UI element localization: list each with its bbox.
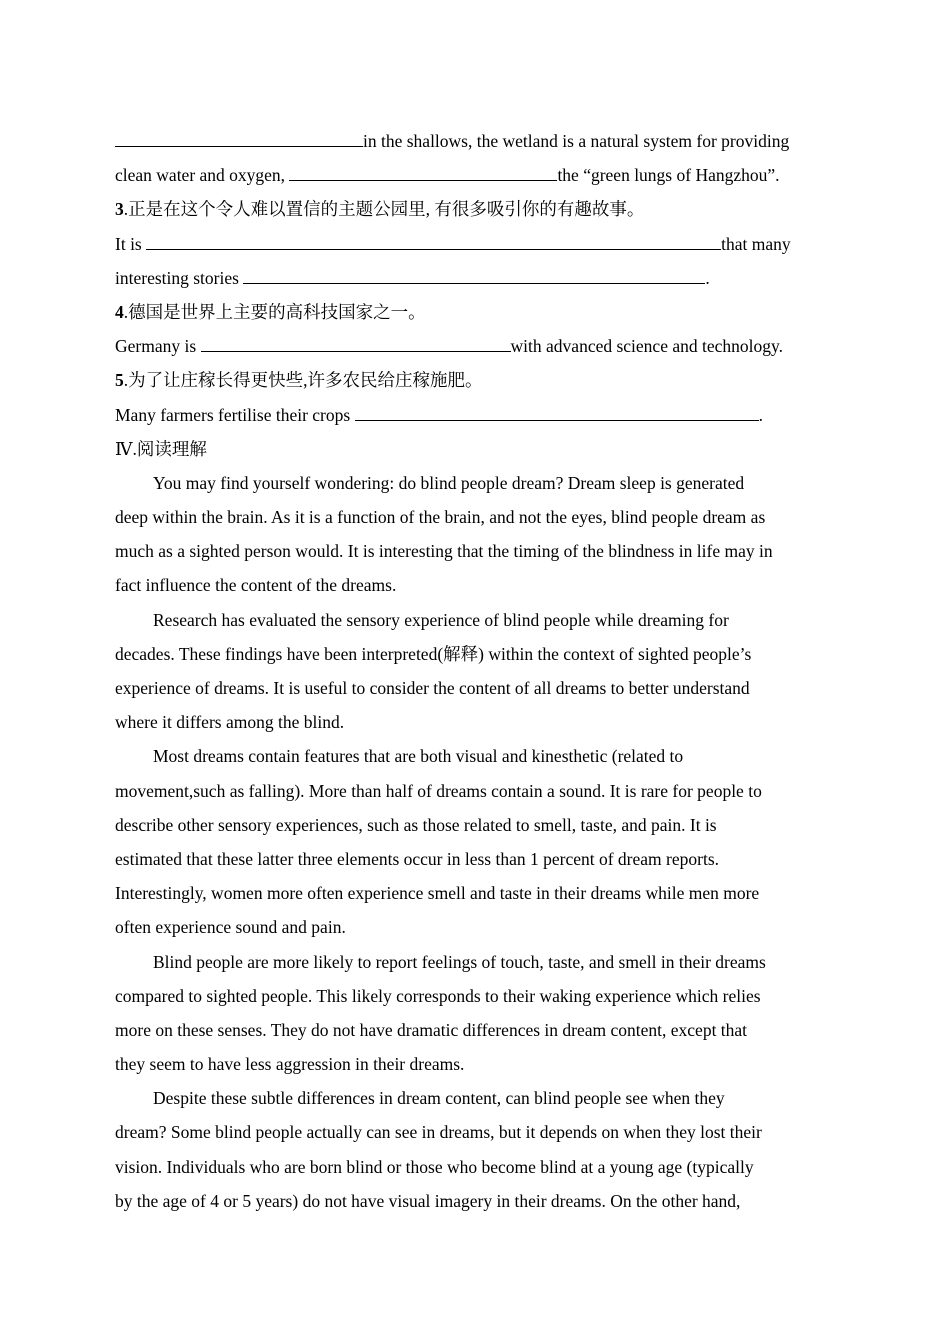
text-line: more on these senses. They do not have dramatic differences in dream content, except that <box>115 1019 748 1040</box>
text-line: You may find yourself wondering: do blind people dream? Dream sleep is generated <box>153 472 745 493</box>
item-3-line-1 <box>115 227 837 261</box>
item-prompt-chinese: .为了让庄稼长得更快些,许多农民给庄稼施肥。 <box>123 370 483 391</box>
item-text: that many <box>721 233 791 254</box>
item-prompt-chinese: .正是在这个令人难以置信的主题公园里, 有很多吸引你的有趣故事。 <box>123 199 645 220</box>
text-line: Interestingly, women more often experience smell and taste in their dreams while men more <box>115 883 760 904</box>
item-text: . <box>758 404 763 425</box>
item-5-line-1 <box>115 398 837 432</box>
text-line: Blind people are more likely to report feelings of touch, taste, and smell in their dreams <box>153 951 766 972</box>
text-line: much as a sighted person would. It is interesting that the timing of the blindness in life may in <box>115 541 773 562</box>
text-line: movement,such as falling). More than half of dreams contain a sound. It is rare for people to <box>115 780 762 801</box>
text-line: they seem to have less aggression in their dreams. <box>115 1054 465 1075</box>
item-text: Many farmers fertilise their crops <box>115 404 355 425</box>
item-prompt-chinese: .德国是世界上主要的高科技国家之一。 <box>123 301 426 322</box>
answer-blank[interactable] <box>289 159 557 181</box>
paragraph <box>115 1081 837 1218</box>
text-line: Despite these subtle differences in dream content, can blind people see when they <box>153 1088 725 1109</box>
text-line: estimated that these latter three elements occur in less than 1 percent of dream reports. <box>115 848 719 869</box>
paragraph <box>115 739 837 944</box>
item-text: with advanced science and technology. <box>510 336 783 357</box>
text-line: often experience sound and pain. <box>115 917 346 938</box>
text-line: where it differs among the blind. <box>115 712 345 733</box>
answer-blank[interactable] <box>115 125 363 147</box>
item-number: 4 <box>115 301 124 322</box>
paragraph <box>115 603 837 740</box>
item-text: clean water and oxygen, <box>115 165 290 186</box>
item-text: . <box>705 267 710 288</box>
text-line: by the age of 4 or 5 years) do not have visual imagery in their dreams. On the other hand, <box>115 1190 741 1211</box>
item-2-line-1 <box>115 124 837 158</box>
reading-passage <box>115 466 837 1218</box>
section-heading: Ⅳ.阅读理解 <box>115 438 207 459</box>
item-text: Germany is <box>115 336 201 357</box>
answer-blank[interactable] <box>355 399 759 421</box>
item-text: the “green lungs of Hangzhou”. <box>557 165 780 186</box>
item-3-line-2 <box>115 261 837 295</box>
item-text: It is <box>115 233 147 254</box>
answer-blank[interactable] <box>201 330 511 352</box>
text-line: fact influence the content of the dreams. <box>115 575 397 596</box>
answer-blank[interactable] <box>146 228 721 250</box>
document-page <box>115 124 837 1218</box>
item-3-prompt <box>115 192 837 226</box>
text-line: vision. Individuals who are born blind or those who become blind at a young age (typically <box>115 1156 754 1177</box>
paragraph <box>115 945 837 1082</box>
item-text: interesting stories <box>115 267 244 288</box>
text-line: describe other sensory experiences, such as those related to smell, taste, and pain. It is <box>115 814 717 835</box>
item-4-prompt <box>115 295 837 329</box>
item-text: in the shallows, the wetland is a natural system for providing <box>363 131 790 151</box>
text-line: experience of dreams. It is useful to consider the content of all dreams to better understand <box>115 678 750 698</box>
item-2-line-2 <box>115 158 837 192</box>
item-5-prompt <box>115 363 837 397</box>
paragraph <box>115 466 837 603</box>
text-line: deep within the brain. As it is a function of the brain, and not the eyes, blind people dream as <box>115 507 766 528</box>
text-line: Most dreams contain features that are both visual and kinesthetic (related to <box>153 746 684 767</box>
item-number: 5 <box>115 370 124 391</box>
text-line: Research has evaluated the sensory experience of blind people while dreaming for <box>153 609 729 630</box>
text-line: dream? Some blind people actually can see in dreams, but it depends on when they lost their <box>115 1122 762 1143</box>
item-number: 3 <box>115 199 124 220</box>
item-4-line-1 <box>115 329 837 363</box>
text-line: decades. These findings have been interpreted(解释) within the context of sighted people’s <box>115 643 752 664</box>
text-line: compared to sighted people. This likely corresponds to their waking experience which relies <box>115 985 761 1006</box>
answer-blank[interactable] <box>243 262 705 284</box>
